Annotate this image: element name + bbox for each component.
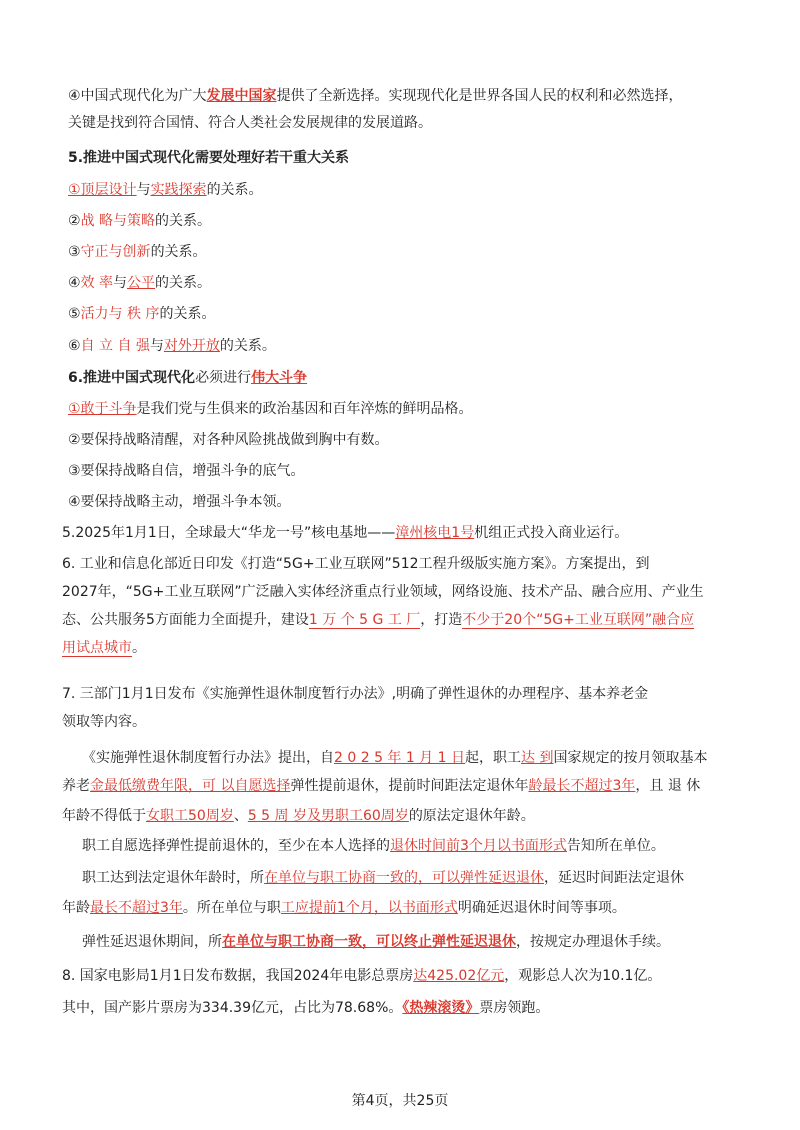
list-item: ②要保持战略清醒，对各种风险挑战做到胸中有数。 (68, 432, 389, 448)
list-item: ⑥自 立 自 强与对外开放的关系。 (68, 338, 276, 354)
paragraph-line: 弹性延迟退休期间，所在单位与职工协商一致，可以终止弹性延迟退休，按规定办理退休手续。 (82, 934, 670, 950)
section-title: 5.推进中国式现代化需要处理好若干重大关系 (68, 150, 350, 166)
list-item: ④效 率与公平的关系。 (68, 275, 212, 291)
list-item: ③守正与创新的关系。 (68, 244, 207, 260)
list-item: ③要保持战略自信，增强斗争的底气。 (68, 463, 305, 479)
page-number-footer: 第4页，共25页 (351, 1093, 449, 1109)
paragraph-line: 养老金最低缴费年限，可 以自愿选择弹性提前退休，提前时间距法定退休年龄最长不超过3年，且 退 休 (62, 778, 701, 794)
paragraph-line: 职工达到法定退休年龄时，所在单位与职工协商一致的，可以弹性延迟退休，延迟时间距法定退休 (82, 870, 684, 886)
paragraph-line: 领取等内容。 (62, 714, 146, 730)
paragraph-line: 年龄最长不超过3年。所在单位与职工应提前1个月，以书面形式明确延迟退休时间等事项。 (62, 900, 626, 916)
news-item-6: 6. 工业和信息化部近日印发《打造“5G+工业互联网”512工程升级版实施方案》。方案提出，到 (62, 556, 650, 572)
paragraph-line: 态、公共服务5方面能力全面提升，建设1 万 个 5 G 工 厂，打造不少于20个“5G+工业互联网”融合应 (62, 612, 695, 628)
section-title: 6.推进中国式现代化必须进行伟大斗争 (68, 370, 308, 386)
paragraph-line: ④中国式现代化为广大发展中国家提供了全新选择。实现现代化是世界各国人民的权利和必然选择， (68, 88, 683, 104)
paragraph-line: 《实施弹性退休制度暂行办法》提出，自2 0 2 5 年 1 月 1 日起，职工达 到国家规定的按月领取基本 (82, 750, 708, 766)
paragraph-line: 其中，国产影片票房为334.39亿元，占比为78.68%。《热辣滚烫》票房领跑。 (62, 1000, 550, 1016)
news-item-8: 8. 国家电影局1月1日发布数据，我国2024年电影总票房达425.02亿元，观影总人次为10.1亿。 (62, 968, 662, 984)
list-item: ④要保持战略主动，增强斗争本领。 (68, 494, 291, 510)
news-item-5: 5.2025年1月1日，全球最大“华龙一号”核电基地——漳州核电1号机组正式投入商业运行。 (62, 525, 629, 541)
paragraph-line: 关键是找到符合国情、符合人类社会发展规律的发展道路。 (68, 115, 432, 131)
paragraph-line: 用试点城市。 (62, 640, 146, 656)
list-item: ①敢于斗争是我们党与生俱来的政治基因和百年淬炼的鲜明品格。 (68, 401, 473, 417)
list-item: ②战 略与策略的关系。 (68, 213, 212, 229)
list-item: ⑤活力与 秩 序的关系。 (68, 306, 216, 322)
paragraph-line: 2027年，“5G+工业互联网”广泛融入实体经济重点行业领域，网络设施、技术产品、融合应用、产业生 (62, 584, 704, 600)
paragraph-line: 职工自愿选择弹性提前退休的，至少在本人选择的退休时间前3个月以书面形式告知所在单位。 (82, 838, 665, 854)
list-item: ①顶层设计与实践探索的关系。 (68, 182, 263, 198)
paragraph-line: 年龄不得低于女职工50周岁、5 5 周 岁及男职工60周岁的原法定退休年龄。 (62, 808, 535, 824)
news-item-7: 7. 三部门1月1日发布《实施弹性退休制度暂行办法》,明确了弹性退休的办理程序、基本养老金 (62, 686, 649, 702)
